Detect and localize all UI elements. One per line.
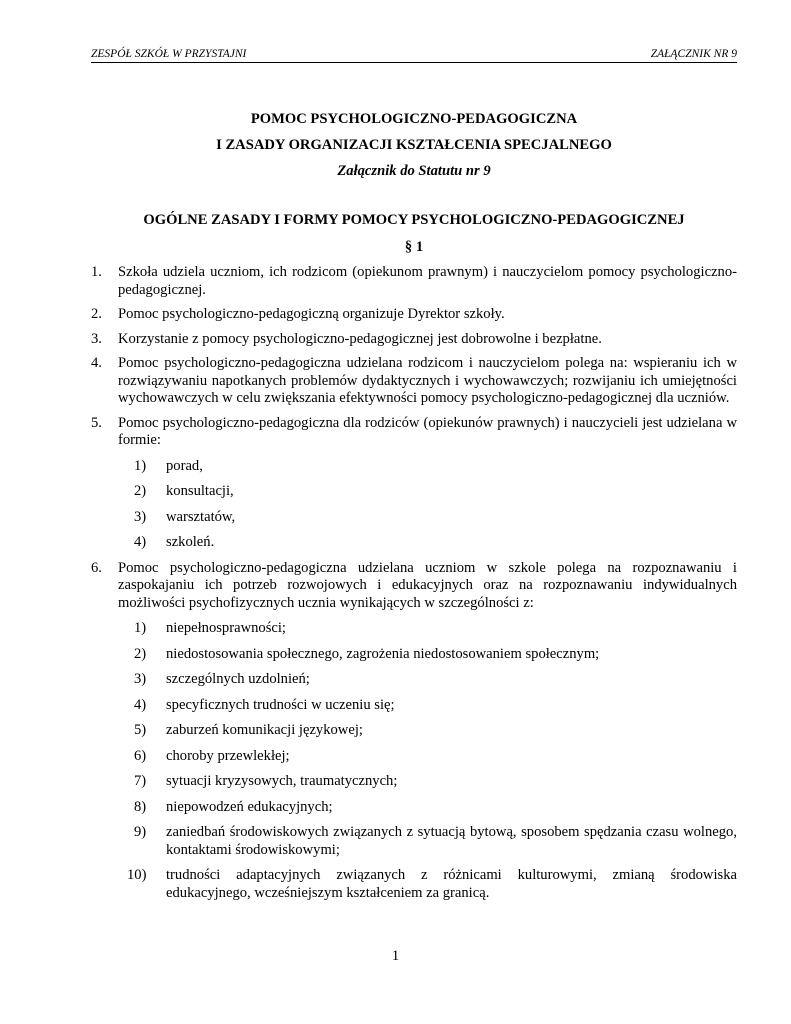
list-item-text: Pomoc psychologiczno-pedagogiczna udzielana rodzicom i nauczycielom polega na: wspieraniu ich w rozwiązywaniu napotkanych problemów dydaktycznych i wychowawczych; rozwijaniu ich umiejętności wychowawczych w celu zwiększania efektywności pomocy psychologiczno-pedagogicznej dla uczniów. xyxy=(118,355,737,406)
document-title-line1: POMOC PSYCHOLOGICZNO-PEDAGOGICZNA xyxy=(250,111,578,127)
sub-list-item-text: niepowodzeń edukacyjnych; xyxy=(166,798,333,815)
sub-list-item-number: 6) xyxy=(134,747,147,764)
sub-list-item xyxy=(118,748,737,766)
sub-list-item-number: 1) xyxy=(134,620,147,636)
list-item-number: 3. xyxy=(91,330,102,347)
sub-list-item xyxy=(118,646,737,664)
sub-list-item-text: trudności adaptacyjnych związanych z różnicami kulturowymi, zmianą środowiska edukacyjnego, wcześniejszym kształceniem za granicą. xyxy=(166,867,737,901)
section-heading: OGÓLNE ZASADY I FORMY POMOCY PSYCHOLOGICZNO-PEDAGOGICZNEJ xyxy=(143,212,685,228)
sub-list-item-text: sytuacji kryzysowych, traumatycznych; xyxy=(166,773,398,789)
sub-list-item-text: niepełnosprawności; xyxy=(166,620,286,636)
sub-list-item xyxy=(118,867,737,902)
sub-list-item-number: 9) xyxy=(134,824,147,840)
sub-list-item-text: zaniedbań środowiskowych związanych z sytuacją bytową, sposobem spędzania czasu wolnego, kontaktami środowiskowymi; xyxy=(166,824,737,858)
sub-list-item xyxy=(118,458,737,476)
document-subtitle: Załącznik do Statutu nr 9 xyxy=(337,163,491,179)
numbered-list xyxy=(91,264,737,910)
sub-list-item xyxy=(118,799,737,817)
sub-list-item-text: choroby przewlekłej; xyxy=(166,747,290,764)
header-left-text xyxy=(91,48,246,60)
page-number: 1 xyxy=(391,948,400,964)
sub-list-item-text: szczególnych uzdolnień; xyxy=(166,671,310,687)
sub-list-item xyxy=(118,671,737,689)
sub-list-item-text: niedostosowania społecznego, zagrożenia niedostosowaniem społecznym; xyxy=(166,645,600,662)
sub-list-item-number: 3) xyxy=(134,508,147,525)
sub-list-item-number: 7) xyxy=(134,773,147,789)
list-item-text: Pomoc psychologiczno-pedagogiczna udzielana uczniom w szkole polega na rozpoznawaniu i zaspokajaniu ich potrzeb rozwojowych i edukacyjnych oraz na rozpoznawaniu indywidualnych możliwości psychofizycznych ucznia wynikających w szczególności z: xyxy=(118,559,737,611)
sub-list-item xyxy=(118,773,737,791)
sub-list-item xyxy=(118,534,737,552)
sub-list-item xyxy=(118,697,737,715)
sub-list-item-text: specyficznych trudności w uczeniu się; xyxy=(166,696,395,713)
list-item-text: Pomoc psychologiczno-pedagogiczna dla rodziców (opiekunów prawnych) i nauczycieli jest udzielana w formie: xyxy=(118,414,737,448)
list-item-number: 2. xyxy=(91,306,102,322)
sub-list-item-number: 4) xyxy=(134,534,147,550)
list-item-number: 1. xyxy=(91,264,102,280)
sub-list-item-number: 5) xyxy=(134,722,147,738)
sub-list-item-number: 2) xyxy=(134,645,147,662)
sub-list-item-text: zaburzeń komunikacji językowej; xyxy=(166,722,363,738)
sub-list-item-text: porad, xyxy=(166,457,203,474)
list-item-number: 4. xyxy=(91,355,102,371)
document-title-line2: I ZASADY ORGANIZACJI KSZTAŁCENIA SPECJALNEGO xyxy=(216,137,612,153)
sub-list-item-number: 3) xyxy=(134,671,147,687)
list-item xyxy=(91,415,737,552)
header-right-text xyxy=(651,48,737,60)
sub-list-item-text: szkoleń. xyxy=(166,534,215,550)
list-item xyxy=(91,355,737,408)
sub-list-item-text: konsultacji, xyxy=(166,483,234,499)
sub-list-item-number: 4) xyxy=(134,696,147,713)
sub-list-item-text: warsztatów, xyxy=(166,508,236,525)
list-item xyxy=(91,264,737,299)
list-item-number: 6. xyxy=(91,559,102,576)
sub-list-item xyxy=(118,722,737,740)
list-item-text: Szkoła udziela uczniom, ich rodzicom (opiekunom prawnym) i nauczycielom pomocy psychologiczno-pedagogicznej. xyxy=(118,264,737,298)
header-left-smallcaps: ZESPÓŁ SZKÓŁ W PRZYSTAJNI xyxy=(91,48,247,60)
sub-list-item-number: 10) xyxy=(127,867,147,883)
list-item xyxy=(91,306,737,324)
sub-list-item-number: 8) xyxy=(134,798,147,815)
page-header xyxy=(91,44,737,63)
list-item-text: Korzystanie z pomocy psychologiczno-pedagogicznej jest dobrowolne i bezpłatne. xyxy=(118,330,602,347)
list-item-number: 5. xyxy=(91,414,102,431)
sub-list-item-number: 2) xyxy=(134,483,147,499)
list-item-text: Pomoc psychologiczno-pedagogiczną organizuje Dyrektor szkoły. xyxy=(118,306,505,322)
sub-list-item xyxy=(118,509,737,527)
sub-list-item-number: 1) xyxy=(134,457,147,474)
sub-list-item xyxy=(118,620,737,638)
list-item xyxy=(91,560,737,903)
paragraph-symbol: § 1 xyxy=(404,239,424,255)
sub-list-item xyxy=(118,483,737,501)
list-item xyxy=(91,331,737,349)
header-right-smallcaps: ZAŁĄCZNIK NR 9 xyxy=(650,48,737,60)
sub-list-item xyxy=(118,824,737,859)
